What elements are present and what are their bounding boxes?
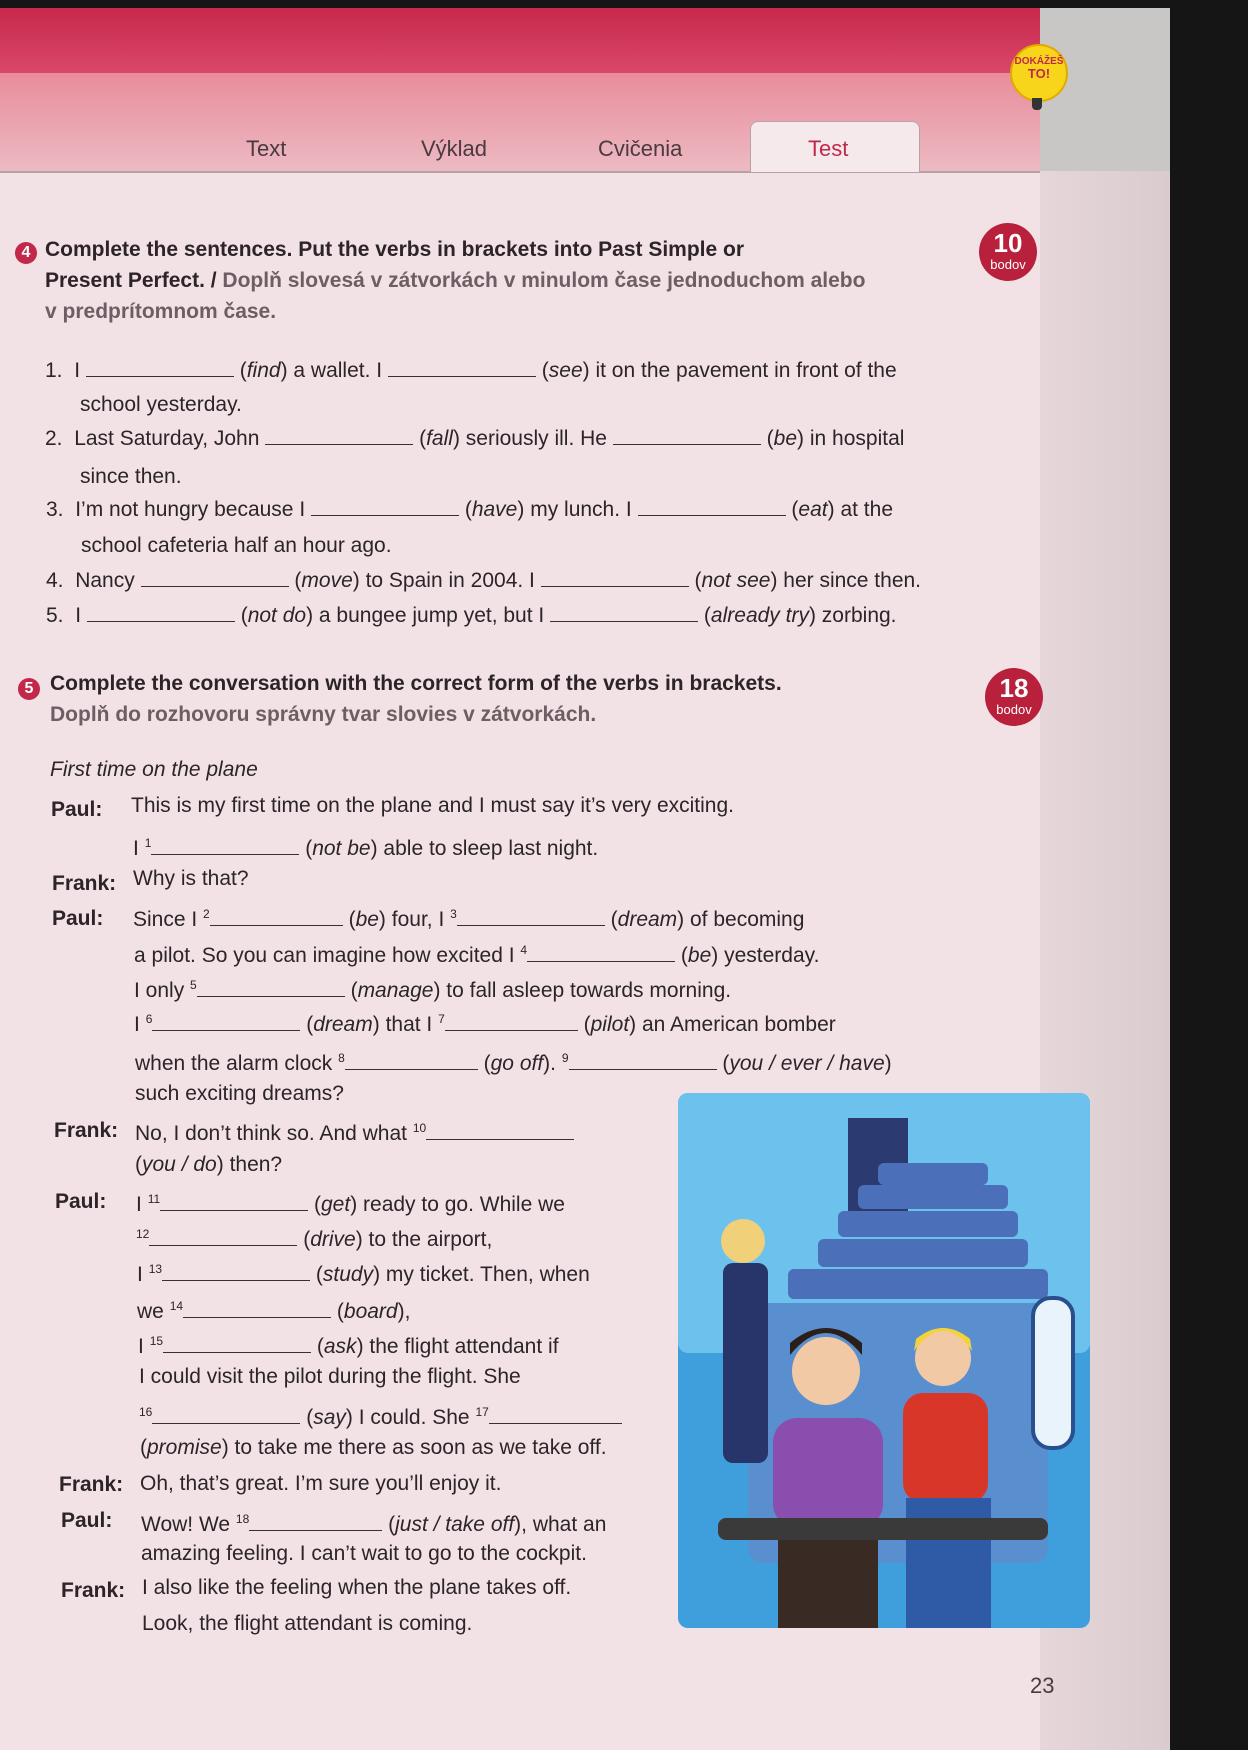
- text: seriously ill. He: [465, 427, 607, 450]
- exercise-4-title-en: Complete the sentences. Put the verbs in brackets into Past Simple or: [45, 238, 745, 261]
- item-number: 5.: [46, 604, 64, 627]
- conv-line: (promise) to take me there as soon as we take off.: [140, 1436, 607, 1459]
- text: I: [133, 837, 139, 860]
- answer-blank[interactable]: [613, 426, 761, 445]
- verb-hint: board: [343, 1300, 398, 1323]
- paul-head: [792, 1337, 860, 1405]
- answer-blank[interactable]: [388, 358, 536, 377]
- text: we: [137, 1300, 164, 1323]
- answer-blank[interactable]: [152, 1405, 300, 1424]
- verb-hint: dream: [313, 1013, 373, 1036]
- conv-line: a pilot. So you can imagine how excited I $^4$ (be) yesterday.: [134, 943, 820, 967]
- answer-blank[interactable]: [489, 1405, 622, 1424]
- text: an American bomber: [641, 1013, 836, 1036]
- verb-hint: have: [471, 498, 518, 521]
- speaker-paul: Paul:: [51, 798, 103, 821]
- attendant-head: [721, 1219, 765, 1263]
- conv-line: This is my first time on the plane and I must say it’s very exciting.: [131, 794, 735, 817]
- text: able to sleep last night.: [383, 837, 599, 860]
- answer-blank[interactable]: [445, 1012, 578, 1031]
- text: zorbing.: [821, 604, 897, 627]
- answer-blank[interactable]: [457, 907, 605, 926]
- item-number: 4.: [46, 569, 64, 592]
- conv-line: I $^{11}$ (get) ready to go. While we: [136, 1192, 565, 1216]
- verb-hint: be: [773, 427, 798, 450]
- ex4-item: 3. I’m not hungry because I (have) my lunch. I (eat) at the: [46, 498, 893, 521]
- answer-blank[interactable]: [210, 907, 343, 926]
- answer-blank[interactable]: [160, 1192, 308, 1211]
- text: I could. She: [358, 1406, 470, 1429]
- conv-line: Oh, that’s great. I’m sure you’ll enjoy it.: [140, 1472, 502, 1495]
- attendant-body: [723, 1263, 768, 1463]
- verb-hint: be: [687, 944, 712, 967]
- paul-sweater: [773, 1418, 883, 1528]
- answer-blank[interactable]: [345, 1051, 478, 1070]
- verb-hint: dream: [617, 908, 678, 931]
- text: Nancy: [75, 569, 135, 592]
- speaker-paul: Paul:: [52, 907, 104, 930]
- points-badge-4: [979, 223, 1037, 281]
- answer-blank[interactable]: [183, 1299, 331, 1318]
- verb-hint: promise: [147, 1436, 222, 1459]
- points-value: 10: [993, 228, 1023, 258]
- ex4-item: 2. Last Saturday, John (fall) seriously ill. He (be) in hospital: [45, 427, 905, 450]
- points-word: bodov: [996, 702, 1032, 717]
- conv-line: I $^{13}$ (study) my ticket. Then, when: [137, 1262, 590, 1286]
- verb-hint: see: [548, 359, 583, 382]
- tab-test-label[interactable]: Test: [808, 136, 849, 161]
- verb-hint: fall: [426, 427, 453, 450]
- gap-number: 1: [144, 836, 152, 850]
- text: her since then.: [783, 569, 922, 592]
- conv-line: I $^{15}$ (ask) the flight attendant if: [138, 1334, 559, 1358]
- verb-hint: you / do: [142, 1153, 217, 1176]
- conv-line: when the alarm clock $^8$ (go off). $^9$ (you / ever / have): [135, 1051, 892, 1075]
- conv-line: such exciting dreams?: [135, 1082, 344, 1105]
- verb-hint: already try: [710, 604, 809, 627]
- text: ready to go. While we: [363, 1193, 565, 1216]
- conv-line: Wow! We $^{18}$ (just / take off), what an: [141, 1512, 607, 1536]
- text: , what an: [521, 1513, 607, 1536]
- answer-blank[interactable]: [550, 603, 698, 622]
- gap-number: 6: [145, 1012, 153, 1026]
- text: Wow! We: [141, 1513, 231, 1536]
- gap-number: 8: [338, 1051, 345, 1065]
- conv-line: $^{12}$ (drive) to the airport,: [136, 1227, 493, 1251]
- gap-number: 4: [520, 943, 528, 957]
- points-badge-5: [985, 668, 1043, 726]
- answer-blank[interactable]: [151, 836, 299, 855]
- text: .: [550, 1052, 557, 1075]
- text: a bungee jump yet, but I: [318, 604, 545, 627]
- conv-line: I $^6$ (dream) that I $^7$ (pilot) an American bomber: [134, 1012, 836, 1036]
- textbook-page: [0, 8, 1170, 1750]
- conv-line: Look, the flight attendant is coming.: [142, 1612, 473, 1635]
- seat-row: [838, 1211, 1018, 1237]
- gap-number: 12: [136, 1227, 150, 1241]
- answer-blank[interactable]: [149, 1227, 297, 1246]
- header-band: [0, 8, 1040, 73]
- answer-blank[interactable]: [162, 1262, 310, 1281]
- gap-number: 15: [149, 1334, 164, 1348]
- ex4-item: 1. I (find) a wallet. I (see) it on the pavement in front of the: [45, 359, 897, 382]
- conversation-title: First time on the plane: [50, 758, 258, 781]
- answer-blank[interactable]: [638, 497, 786, 516]
- verb-hint: manage: [357, 979, 434, 1002]
- gap-number: 18: [235, 1512, 250, 1526]
- item-number: 3.: [46, 498, 64, 521]
- exercise-4-title: [45, 234, 865, 327]
- verb-hint: find: [246, 359, 281, 382]
- text: to fall asleep towards morning.: [446, 979, 732, 1002]
- gap-number: 3: [450, 907, 457, 921]
- answer-blank[interactable]: [527, 943, 675, 962]
- speaker-frank: Frank:: [52, 872, 117, 895]
- text: I: [136, 1193, 142, 1216]
- gap-number: 11: [147, 1192, 161, 1206]
- gap-number: 9: [561, 1051, 569, 1065]
- gap-number: 10: [412, 1121, 427, 1135]
- exercise-number-4: 4: [15, 242, 37, 264]
- text: ,: [404, 1300, 411, 1323]
- points-word: bodov: [990, 257, 1026, 272]
- verb-hint: get: [320, 1193, 351, 1216]
- seat-row: [858, 1185, 1008, 1209]
- text: Last Saturday, John: [74, 427, 260, 450]
- tab-cvicenia[interactable]: Cvičenia: [598, 136, 683, 161]
- ex4-item-continuation: since then.: [80, 465, 182, 488]
- answer-blank[interactable]: [141, 568, 289, 587]
- frank-jeans: [906, 1498, 991, 1628]
- speaker-paul: Paul:: [61, 1509, 113, 1532]
- verb-hint: be: [355, 908, 379, 931]
- text: at the: [840, 498, 893, 521]
- text: the flight attendant if: [369, 1335, 559, 1358]
- answer-blank[interactable]: [197, 978, 345, 997]
- exercise-5-title-en: Complete the conversation with the correct form of the verbs in brackets.: [50, 672, 782, 695]
- tab-vyklad[interactable]: Výklad: [421, 136, 488, 161]
- ex4-item-continuation: school yesterday.: [80, 393, 242, 416]
- text: I: [138, 1335, 144, 1358]
- text: a pilot. So you can imagine how excited I: [134, 944, 515, 967]
- text: No, I don’t think so. And what: [135, 1122, 407, 1145]
- ex4-item: 4. Nancy (move) to Spain in 2004. I (not see) her since then.: [46, 569, 922, 592]
- verb-hint: pilot: [590, 1013, 630, 1036]
- answer-blank[interactable]: [152, 1012, 300, 1031]
- conv-line: $^{16}$ (say) I could. She $^{17}$: [139, 1399, 622, 1431]
- speaker-frank: Frank:: [59, 1473, 124, 1496]
- text: I: [75, 604, 82, 627]
- exercise-4-title-line2: [45, 265, 865, 296]
- badge-text-1: DOKÁŽEŠ: [1014, 56, 1064, 67]
- conv-line: Since I $^2$ (be) four, I $^3$ (dream) of becoming: [133, 907, 805, 931]
- exercise-5-title: [50, 668, 782, 730]
- conv-line: I $^1$ (not be) able to sleep last night.: [133, 836, 599, 860]
- text: that I: [385, 1013, 433, 1036]
- ex4-item: 5. I (not do) a bungee jump yet, but I (already try) zorbing.: [46, 604, 897, 627]
- answer-blank[interactable]: [541, 568, 689, 587]
- conv-line: amazing feeling. I can’t wait to go to the cockpit.: [141, 1542, 587, 1565]
- verb-hint: not do: [247, 604, 307, 627]
- text: in hospital: [809, 427, 905, 450]
- text: a wallet. I: [293, 359, 383, 382]
- points-value: 18: [999, 673, 1029, 703]
- speaker-frank: Frank:: [61, 1579, 126, 1602]
- gap-number: 16: [139, 1405, 153, 1419]
- conv-line: I also like the feeling when the plane takes off.: [142, 1576, 572, 1599]
- conv-line: (you / do) then?: [135, 1153, 283, 1176]
- conv-line: we $^{14}$ (board),: [137, 1299, 411, 1323]
- gap-number: 14: [169, 1299, 184, 1313]
- text: it on the pavement in front of the: [595, 359, 897, 382]
- frank-sweater: [903, 1393, 988, 1503]
- answer-blank[interactable]: [311, 497, 459, 516]
- bulb-base-icon: [1032, 98, 1042, 110]
- window: [1033, 1298, 1073, 1448]
- text: I’m not hungry because I: [75, 498, 306, 521]
- title-sk-part: Doplň slovesá v zátvorkách v minulom čase jednoduchom alebo: [222, 269, 866, 292]
- verb-hint: move: [301, 569, 353, 592]
- verb-hint: just / take off: [395, 1513, 515, 1536]
- title-en-part: Present Perfect. /: [45, 269, 223, 292]
- text: to the airport,: [368, 1228, 493, 1251]
- gap-number: 7: [438, 1012, 445, 1026]
- answer-blank[interactable]: [569, 1051, 717, 1070]
- exercise-5-title-sk: Doplň do rozhovoru správny tvar slovies v zátvorkách.: [50, 703, 597, 726]
- exercise-number-5: 5: [18, 678, 40, 700]
- answer-blank[interactable]: [249, 1512, 382, 1531]
- gap-number: 17: [475, 1405, 489, 1419]
- speaker-paul: Paul:: [55, 1190, 107, 1213]
- gap-number: 13: [148, 1262, 163, 1276]
- text: to take me there as soon as we take off.: [234, 1436, 607, 1459]
- gap-number: 5: [190, 978, 197, 992]
- badge-text-2: TO!: [1027, 66, 1051, 81]
- conv-line: I could visit the pilot during the flight. She: [139, 1365, 521, 1388]
- answer-blank[interactable]: [163, 1334, 311, 1353]
- answer-blank[interactable]: [265, 426, 413, 445]
- tab-text[interactable]: Text: [246, 136, 287, 161]
- text: my lunch. I: [530, 498, 632, 521]
- text: I: [74, 359, 81, 382]
- text: I: [134, 1013, 140, 1036]
- exercise-4-title-line3: v predprítomnom čase.: [45, 300, 277, 323]
- text: four, I: [391, 908, 445, 931]
- ex4-item-continuation: school cafeteria half an hour ago.: [81, 534, 392, 557]
- text: of becoming: [690, 908, 805, 931]
- verb-hint: eat: [798, 498, 828, 521]
- verb-hint: not see: [701, 569, 771, 592]
- verb-hint: not be: [312, 837, 371, 860]
- verb-hint: go off: [490, 1052, 544, 1075]
- answer-blank[interactable]: [86, 358, 234, 377]
- text: yesterday.: [724, 944, 820, 967]
- verb-hint: say: [313, 1406, 346, 1429]
- verb-hint: ask: [323, 1335, 357, 1358]
- seat-row: [788, 1269, 1048, 1299]
- conv-line: I only $^5$ (manage) to fall asleep towards morning.: [134, 978, 732, 1002]
- text: Since I: [133, 908, 198, 931]
- gap-number: 2: [203, 907, 210, 921]
- seat-row: [818, 1239, 1028, 1267]
- answer-blank[interactable]: [87, 603, 235, 622]
- lightbulb-icon: [1010, 44, 1068, 102]
- page-number: 23: [1030, 1673, 1055, 1698]
- speaker-frank: Frank:: [54, 1119, 119, 1142]
- conv-line: [135, 1115, 574, 1147]
- verb-hint: you / ever / have: [729, 1052, 885, 1075]
- seat-row: [878, 1163, 988, 1185]
- verb-hint: study: [322, 1263, 374, 1286]
- text: I only: [134, 979, 185, 1002]
- answer-blank[interactable]: [426, 1121, 574, 1140]
- text: when the alarm clock: [135, 1052, 333, 1075]
- text: I: [137, 1263, 143, 1286]
- item-number: 1.: [45, 359, 63, 382]
- text: then?: [229, 1153, 283, 1176]
- plane-cabin-illustration: [678, 1093, 1090, 1628]
- item-number: 2.: [45, 427, 63, 450]
- text: to Spain in 2004. I: [365, 569, 535, 592]
- verb-hint: drive: [310, 1228, 356, 1251]
- conv-line: Why is that?: [133, 867, 249, 890]
- seat-belt: [718, 1518, 1048, 1540]
- text: my ticket. Then, when: [385, 1263, 590, 1286]
